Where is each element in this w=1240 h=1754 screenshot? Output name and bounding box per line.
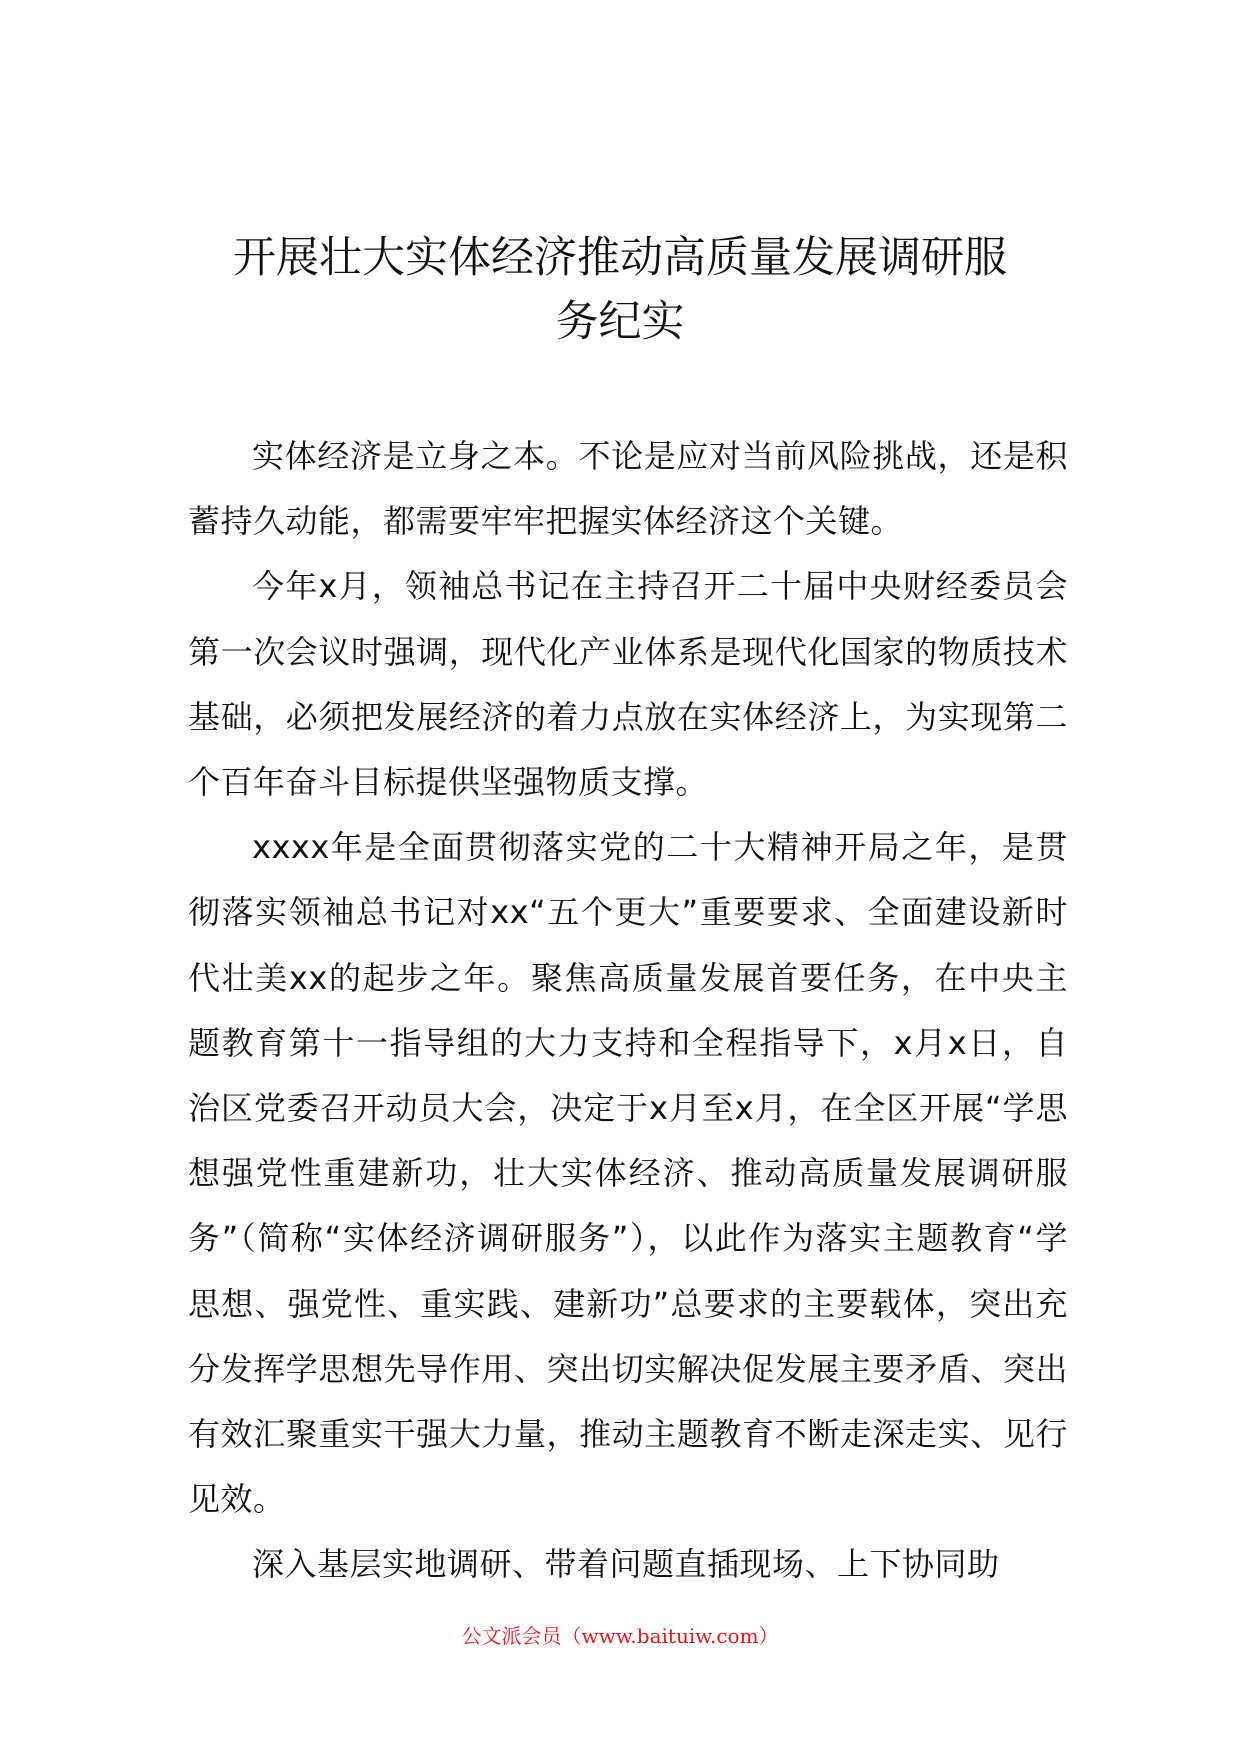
paragraph-2: 今年x月，领袖总书记在主持召开二十届中央财经委员会第一次会议时强调，现代化产业体系是现代化国家的物质技术基础，必须把发展经济的着力点放在实体经济上，为实现第二个百年奋斗目标提供坚强物质支撑。 (188, 567, 1068, 802)
footer-watermark: 公文派会员（www.baituiw.com） (461, 1624, 779, 1648)
paragraph-4: 深入基层实地调研、带着问题直插现场、上下协同助 (252, 1545, 1000, 1584)
paragraph-1: 实体经济是立身之本。不论是应对当前风险挑战，还是积蓄持久动能，都需要牢牢把握实体经济这个关键。 (188, 437, 1068, 541)
document-body (188, 424, 1068, 1598)
document-title-line-1: 开展壮大实体经济推动高质量发展调研服 (233, 233, 1007, 283)
document-title-line-2: 务纪实 (555, 297, 685, 347)
paragraph-3: xxxx年是全面贯彻落实党的二十大精神开局之年，是贯彻落实领袖总书记对xx“五个更大”重要要求、全面建设新时代壮美xx的起步之年。聚焦高质量发展首要任务，在中央主题教育第十一指导组的大力支持和全程指导下，x月x日，自治区党委召开动员大会，决定于x月至x月，在全区开展“学思想强党性重建新功，壮大实体经济、推动高质量发展调研服务”（简称“实体经济调研服务”），以此作为落实主题教育“学思想、强党性、重实践、建新功”总要求的主要载体，突出充分发挥学思想先导作用、突出切实解决促发展主要矛盾、突出有效汇聚重实干强大力量，推动主题教育不断走深走实、见行见效。 (188, 828, 1068, 1519)
